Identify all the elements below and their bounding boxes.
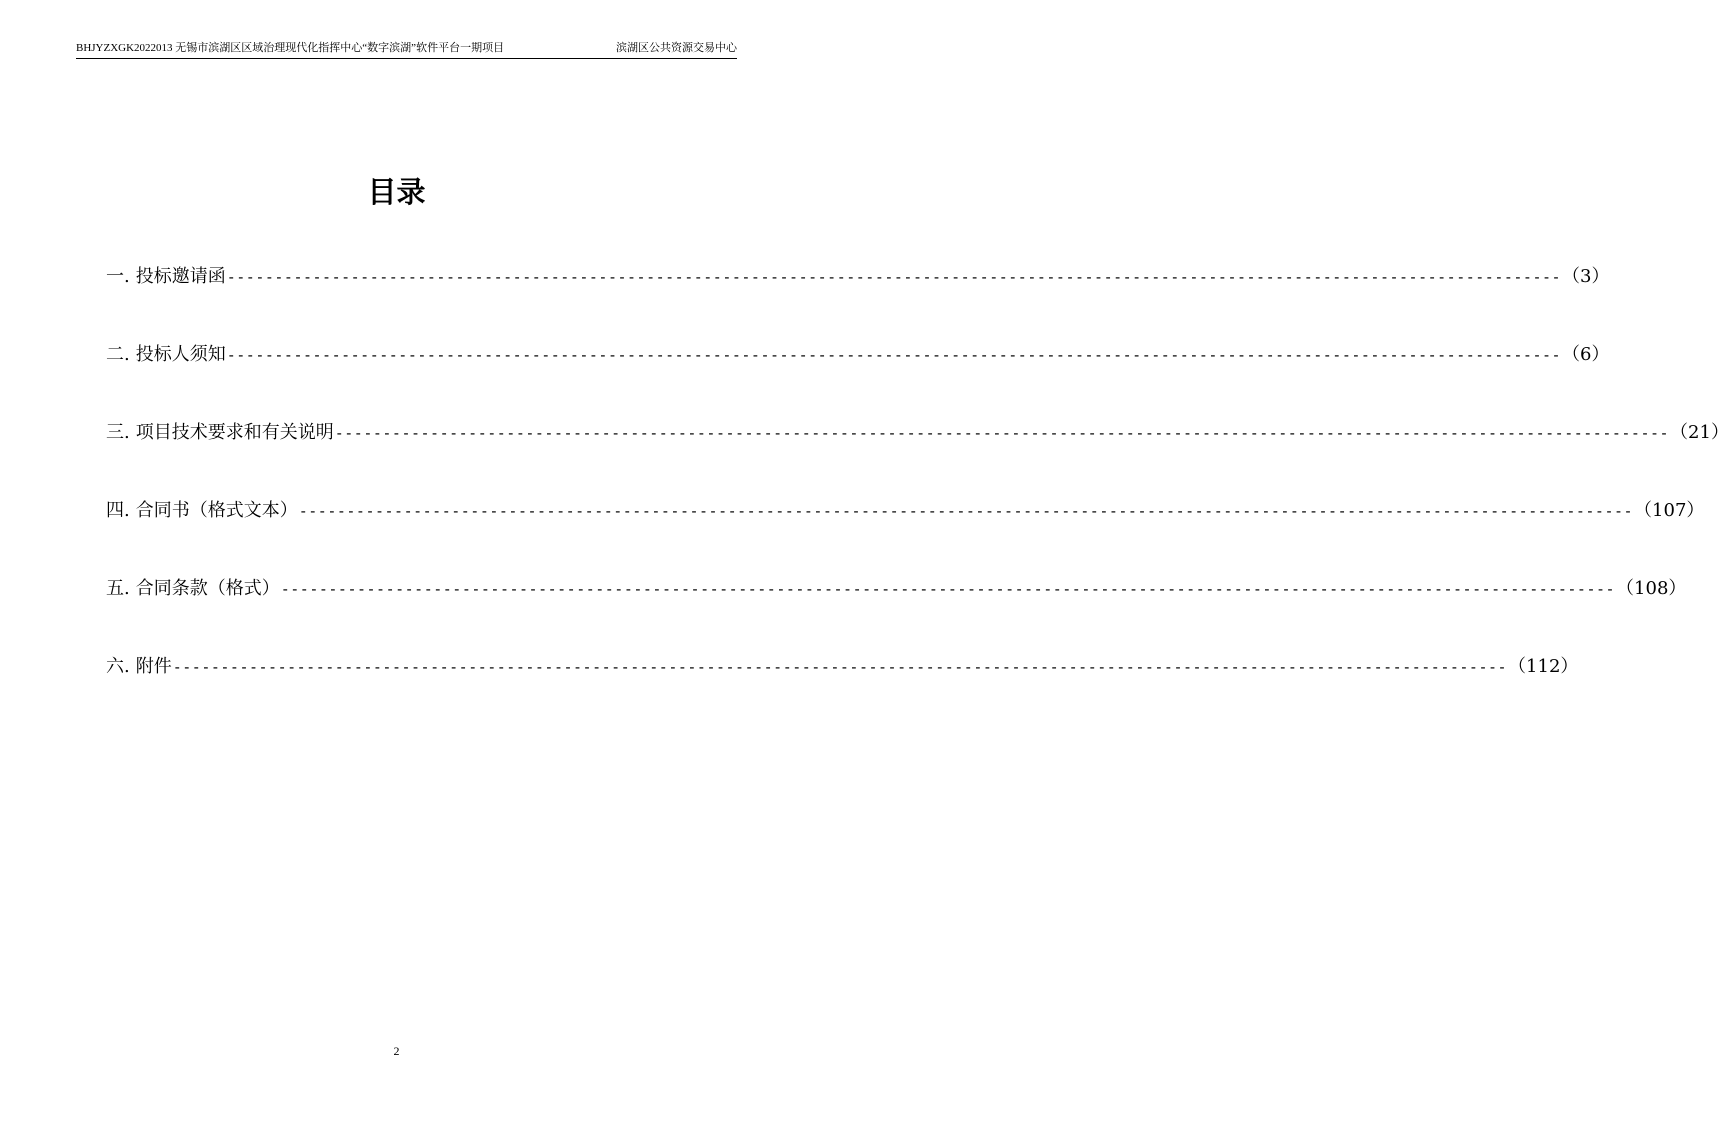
page-header <box>76 40 737 59</box>
toc-leader-line: -------------------------------------------------------------------------------------------------------------------------------------------- <box>226 346 1562 364</box>
toc-entry-4[interactable] <box>106 496 1705 526</box>
page-title: 目录 <box>367 175 426 209</box>
toc-entry-number: 二 <box>106 344 124 365</box>
toc-entry-separator: . <box>124 422 130 443</box>
toc-entry-page: （3） <box>1562 266 1610 287</box>
toc-leader-line: -------------------------------------------------------------------------------------------------------------------------------------------- <box>298 502 1634 520</box>
toc-entry-label: 合同书（格式文本） <box>135 500 298 521</box>
toc-entry-number: 五 <box>106 578 124 599</box>
toc-entry-number: 一 <box>106 266 124 287</box>
header-project-title: BHJYZXGK2022013 无锡市滨湖区区域治理现代化指挥中心“数字滨湖”软件平台一期项目 <box>76 42 505 54</box>
toc-entry-label: 投标邀请函 <box>135 266 226 287</box>
toc-entry-label: 附件 <box>135 656 172 677</box>
toc-entry-1[interactable] <box>106 262 1610 292</box>
toc-leader-line: -------------------------------------------------------------------------------------------------------------------------------------------- <box>172 658 1508 676</box>
toc-entry-number: 四 <box>106 500 124 521</box>
toc-entry-page: （108） <box>1616 578 1687 599</box>
toc-entry-separator: . <box>124 500 130 521</box>
toc-entry-label: 投标人须知 <box>135 344 226 365</box>
toc-entry-separator: . <box>124 266 130 287</box>
toc-entry-page: （21） <box>1670 422 1729 443</box>
page-number: 2 <box>393 1044 400 1058</box>
toc-entry-separator: . <box>124 344 130 365</box>
toc-entry-3[interactable] <box>106 418 1729 448</box>
toc-entry-page: （6） <box>1562 344 1610 365</box>
toc-leader-line: -------------------------------------------------------------------------------------------------------------------------------------------- <box>334 424 1670 442</box>
toc-entry-label: 合同条款（格式） <box>135 578 280 599</box>
toc-leader-line: -------------------------------------------------------------------------------------------------------------------------------------------- <box>226 268 1562 286</box>
header-organization: 滨湖区公共资源交易中心 <box>616 42 737 54</box>
toc-entry-separator: . <box>124 578 130 599</box>
toc-entry-6[interactable] <box>106 652 1579 682</box>
toc-entry-page: （112） <box>1508 656 1579 677</box>
toc-entry-separator: . <box>124 656 130 677</box>
toc-entry-number: 三 <box>106 422 124 443</box>
toc-entry-label: 项目技术要求和有关说明 <box>135 422 334 443</box>
toc-entry-page: （107） <box>1634 500 1705 521</box>
toc-entry-5[interactable] <box>106 574 1687 604</box>
toc-leader-line: -------------------------------------------------------------------------------------------------------------------------------------------- <box>280 580 1616 598</box>
toc-entry-2[interactable] <box>106 340 1610 370</box>
toc-entry-number: 六 <box>106 656 124 677</box>
